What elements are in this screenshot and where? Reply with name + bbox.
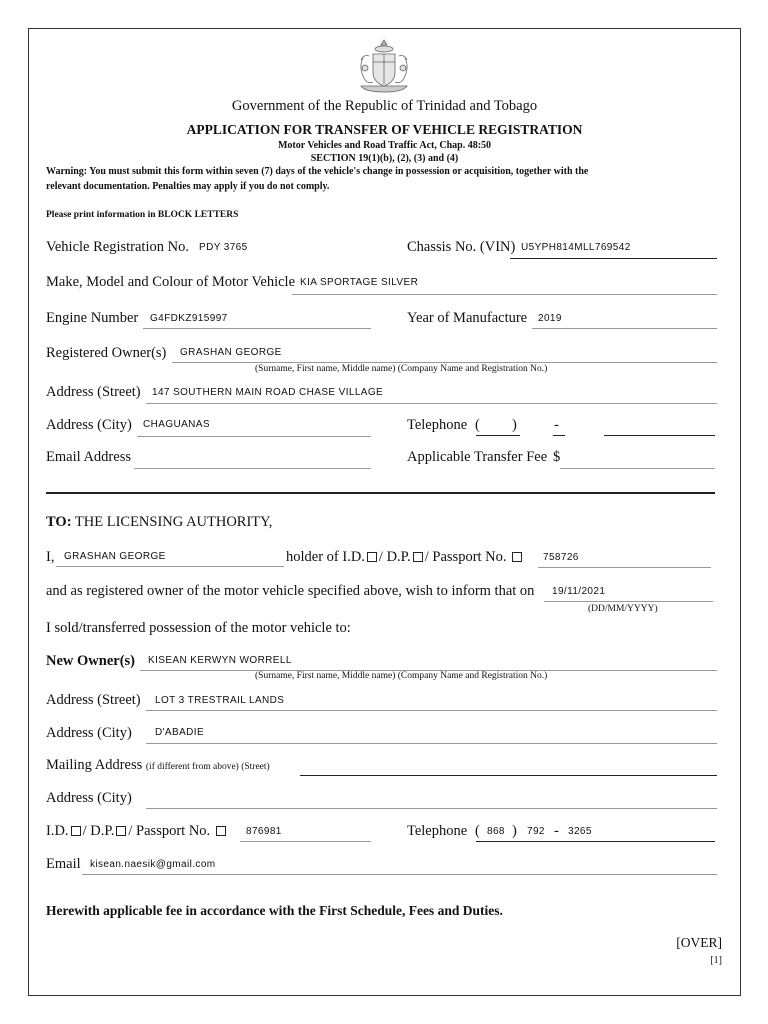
registered-owner-label: Registered Owner(s) — [46, 345, 167, 361]
address-street-value[interactable]: 147 SOUTHERN MAIN ROAD CHASE VILLAGE — [152, 387, 384, 398]
new-owner-passport-value[interactable]: 876981 — [246, 826, 282, 837]
over-marker: [OVER] — [676, 935, 722, 950]
new-owner-label: New Owner(s) — [46, 653, 135, 669]
telephone-close-paren: ) — [512, 417, 517, 433]
registered-owner-value[interactable]: GRASHAN GEORGE — [180, 347, 282, 358]
address-city-underline — [137, 436, 371, 437]
email-address-underline[interactable] — [134, 468, 371, 469]
transfer-date-underline — [544, 601, 713, 602]
year-value[interactable]: 2019 — [538, 313, 562, 324]
telephone-prefix-underline[interactable] — [553, 435, 565, 436]
new-owner-id-line: I.D. / D.P. / Passport No. — [46, 823, 228, 840]
new-owner-city2-underline[interactable] — [146, 808, 717, 809]
new-owner-street-underline — [146, 710, 717, 711]
act-reference: Motor Vehicles and Road Traffic Act, Chap. 48:50 — [277, 140, 492, 151]
year-underline — [532, 328, 717, 329]
page-number: [1] — [710, 955, 722, 966]
government-heading: Government of the Republic of Trinidad and Tobago — [231, 98, 538, 114]
address-city-value[interactable]: CHAGUANAS — [143, 419, 210, 430]
passport-checkbox[interactable] — [512, 552, 522, 562]
i-name-value[interactable]: GRASHAN GEORGE — [64, 551, 166, 562]
new-owner-city-label: Address (City) — [46, 725, 132, 741]
to-line: TO: THE LICENSING AUTHORITY, — [46, 514, 273, 530]
new-owner-telephone-label: Telephone — [407, 823, 468, 839]
address-street-underline — [146, 403, 717, 404]
i-label: I, — [46, 549, 55, 565]
new-owner-phone-open-paren: ( — [475, 823, 480, 839]
chassis-value[interactable]: U5YPH814MLL769542 — [521, 242, 631, 253]
form-title: APPLICATION FOR TRANSFER OF VEHICLE REGISTRATION — [186, 122, 583, 137]
warning-text-line2: relevant documentation. Penalties may apply if you do not comply. — [46, 181, 330, 192]
passport-number-underline — [538, 567, 711, 568]
block-letters-note: Please print information in BLOCK LETTERS — [46, 210, 239, 220]
address-city-label: Address (City) — [46, 417, 132, 433]
new-owner-passport-underline — [240, 841, 371, 842]
new-owner-city2-label: Address (City) — [46, 790, 132, 806]
section-reference: SECTION 19(1)(b), (2), (3) and (4) — [310, 153, 459, 164]
coat-of-arms-emblem — [355, 38, 413, 94]
new-owner-dp-checkbox[interactable] — [116, 826, 126, 836]
email-address-label: Email Address — [46, 449, 131, 465]
new-owner-value[interactable]: KISEAN KERWYN WORRELL — [148, 655, 292, 666]
passport-number-value[interactable]: 758726 — [543, 552, 579, 563]
make-model-underline — [292, 294, 717, 295]
new-owner-email-label: Email — [46, 856, 81, 872]
telephone-dash: - — [554, 417, 559, 433]
new-owner-phone-dash: - — [554, 823, 559, 839]
new-owner-email-underline — [82, 874, 717, 875]
vehicle-registration-label: Vehicle Registration No. — [46, 239, 189, 255]
new-owner-id-checkbox[interactable] — [71, 826, 81, 836]
mailing-address-underline[interactable] — [300, 775, 717, 776]
warning-text-line1: Warning: You must submit this form within seven (7) days of the vehicle's change in possession or acquisition, together with the — [46, 166, 589, 177]
section-divider — [46, 492, 715, 494]
registered-owner-underline — [172, 362, 717, 363]
new-owner-phone-underline — [476, 841, 715, 842]
new-owner-phone-prefix[interactable]: 792 — [527, 826, 545, 837]
engine-number-label: Engine Number — [46, 310, 139, 326]
mailing-address-line: Mailing Address (if different from above) (Street) — [46, 757, 270, 773]
telephone-area-underline[interactable] — [476, 435, 520, 436]
sold-text: I sold/transferred possession of the motor vehicle to: — [46, 620, 351, 636]
telephone-suffix-underline[interactable] — [604, 435, 715, 436]
chassis-underline — [510, 258, 717, 259]
new-owner-city-value[interactable]: D'ABADIE — [155, 727, 205, 738]
id-checkbox[interactable] — [367, 552, 377, 562]
make-model-value[interactable]: KIA SPORTAGE SILVER — [300, 277, 419, 288]
new-owner-hint: (Surname, First name, Middle name) (Company Name and Registration No.) — [255, 671, 548, 681]
new-owner-email-value[interactable]: kisean.naesik@gmail.com — [90, 859, 216, 870]
holder-id-line: holder of I.D. / D.P. / Passport No. — [286, 549, 524, 566]
new-owner-city-underline — [146, 743, 717, 744]
transfer-fee-label: Applicable Transfer Fee — [407, 449, 548, 465]
transfer-fee-currency: $ — [553, 449, 561, 465]
new-owner-street-value[interactable]: LOT 3 TRESTRAIL LANDS — [155, 695, 285, 706]
engine-underline — [143, 328, 371, 329]
make-model-label: Make, Model and Colour of Motor Vehicle — [46, 274, 296, 290]
new-owner-phone-area[interactable]: 868 — [487, 826, 505, 837]
new-owner-phone-close-paren: ) — [512, 823, 517, 839]
engine-number-value[interactable]: G4FDKZ915997 — [150, 313, 228, 324]
transfer-fee-underline[interactable] — [560, 468, 715, 469]
date-format-hint: (DD/MM/YYYY) — [588, 604, 658, 614]
year-label: Year of Manufacture — [407, 310, 528, 326]
registered-owner-hint: (Surname, First name, Middle name) (Company Name and Registration No.) — [255, 364, 548, 374]
fee-statement: Herewith applicable fee in accordance with the First Schedule, Fees and Duties. — [46, 903, 503, 918]
dp-checkbox[interactable] — [413, 552, 423, 562]
telephone-label: Telephone — [407, 417, 468, 433]
new-owner-phone-suffix[interactable]: 3265 — [568, 826, 592, 837]
vehicle-registration-value[interactable]: PDY 3765 — [199, 242, 248, 253]
telephone-open-paren: ( — [475, 417, 480, 433]
i-name-underline — [56, 566, 284, 567]
new-owner-street-label: Address (Street) — [46, 692, 141, 708]
chassis-label: Chassis No. (VIN) — [407, 239, 516, 255]
address-street-label: Address (Street) — [46, 384, 141, 400]
inform-text: and as registered owner of the motor vehicle specified above, wish to inform that on — [46, 583, 535, 599]
new-owner-passport-checkbox[interactable] — [216, 826, 226, 836]
transfer-date-value[interactable]: 19/11/2021 — [552, 586, 606, 597]
